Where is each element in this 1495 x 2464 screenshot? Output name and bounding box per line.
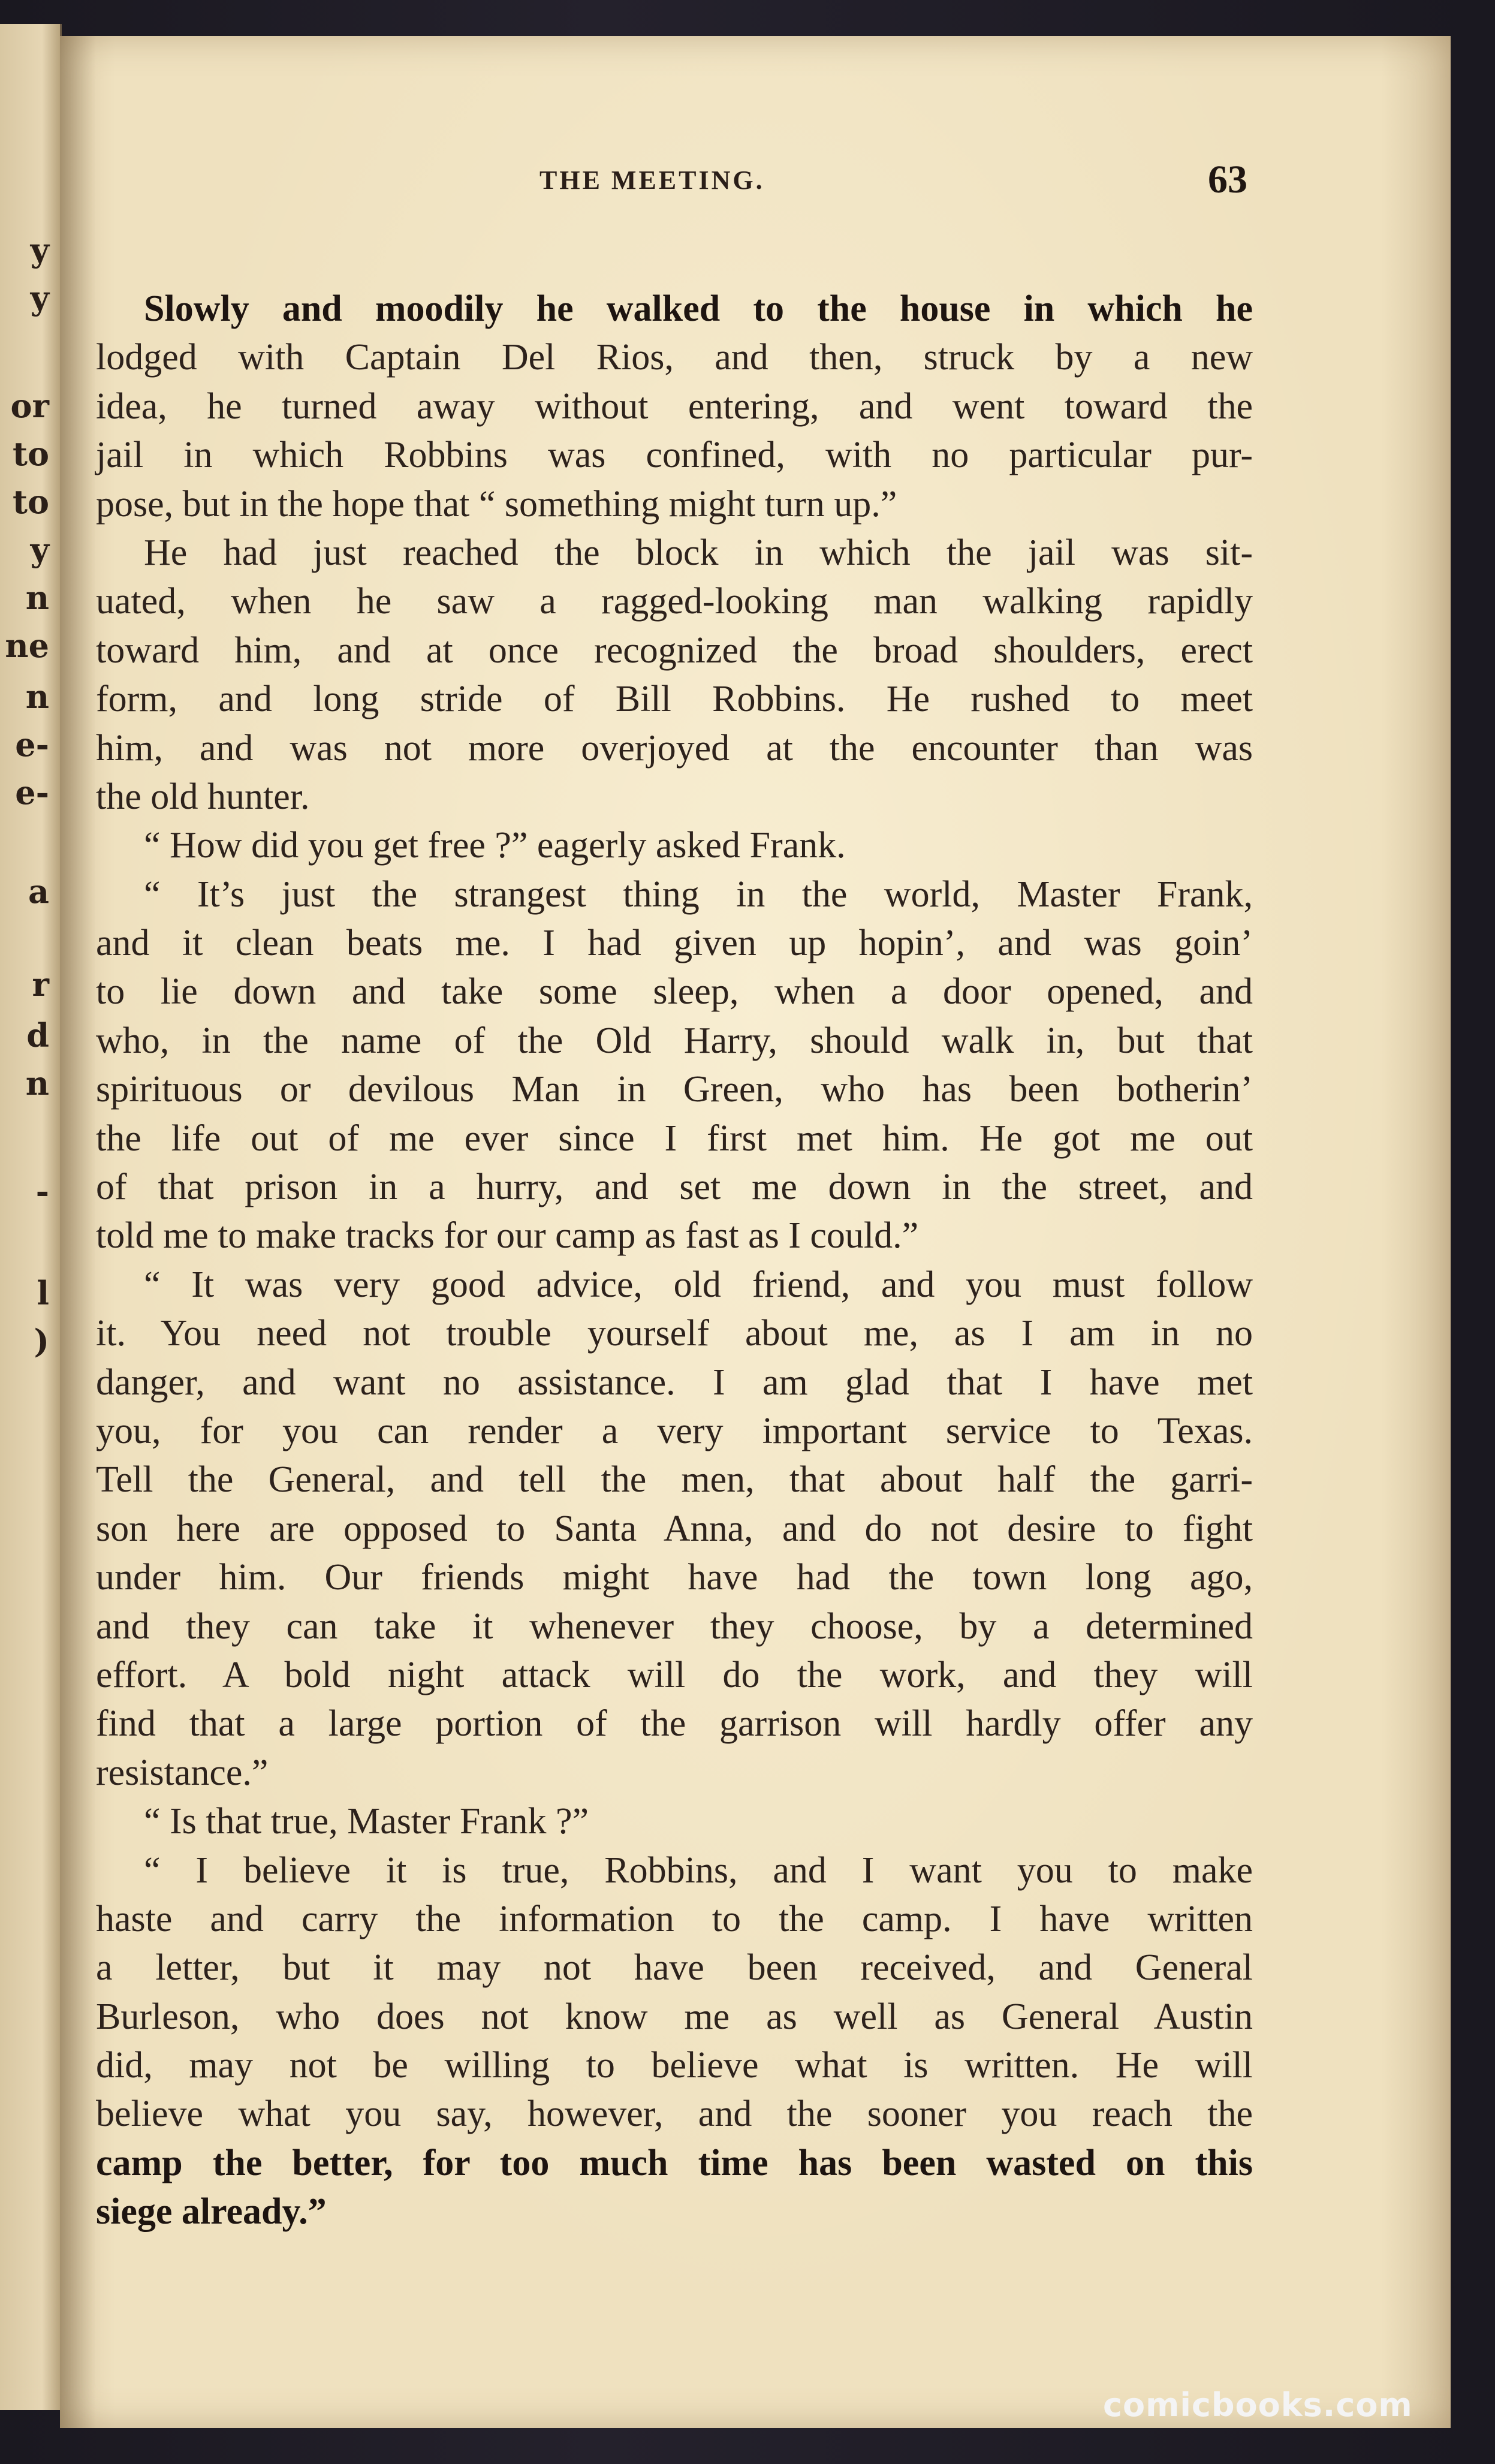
facing-page-fragment: to <box>13 435 49 473</box>
facing-page-fragment: n <box>25 1064 49 1103</box>
facing-page-fragment: l <box>37 1274 49 1312</box>
text-line: camp the better, for too much time has been wasted on this <box>96 2142 1253 2183</box>
gutter-shadow <box>60 36 96 2428</box>
text-line: Tell the General, and tell the men, that about half the garri- <box>96 1459 1253 1501</box>
text-line: a letter, but it may not have been received, and General <box>96 1947 1253 1989</box>
text-line: “ It’s just the strangest thing in the world, Master Frank, <box>144 873 1253 915</box>
text-line: jail in which Robbins was confined, with no particular pur- <box>96 435 1253 476</box>
facing-page-fragment: y <box>30 231 49 269</box>
text-line: Slowly and moodily he walked to the house in which he <box>144 288 1253 329</box>
text-line: who, in the name of the Old Harry, should walk in, but that <box>96 1020 1253 1061</box>
text-line: “ It was very good advice, old friend, and you must follow <box>144 1264 1253 1305</box>
facing-page-fragment: ne <box>5 626 49 665</box>
facing-page-fragment: ) <box>34 1322 49 1360</box>
text-line: did, may not be willing to believe what is written. He will <box>96 2045 1253 2086</box>
facing-page-fragment: e- <box>15 773 49 812</box>
text-line: you, for you can render a very important service to Texas. <box>96 1410 1253 1451</box>
text-line: of that prison in a hurry, and set me down in the street, and <box>96 1167 1253 1208</box>
text-line: told me to make tracks for our camp as fast as I could.” <box>96 1215 919 1257</box>
facing-page-fragment: n <box>25 677 49 716</box>
text-line: form, and long stride of Bill Robbins. He rushed to meet <box>96 679 1253 720</box>
text-line: the old hunter. <box>96 776 310 817</box>
text-line: uated, when he saw a ragged-looking man walking rapidly <box>96 581 1253 622</box>
text-line: idea, he turned away without entering, and went toward the <box>96 385 1253 427</box>
text-line: haste and carry the information to the camp. I have written <box>96 1898 1253 1939</box>
facing-page-fragment: d <box>26 1016 49 1055</box>
page-number: 63 <box>1208 158 1247 201</box>
facing-page-fragment: n <box>25 579 49 617</box>
text-line: pose, but in the hope that “ something might turn up.” <box>96 483 897 525</box>
text-line: lodged with Captain Del Rios, and then, struck by a new <box>96 337 1253 378</box>
text-line: and it clean beats me. I had given up hopin’, and was goin’ <box>96 923 1253 964</box>
text-line: danger, and want no assistance. I am glad that I have met <box>96 1361 1253 1403</box>
text-line: toward him, and at once recognized the broad shoulders, erect <box>96 629 1253 671</box>
facing-page-fragment: - <box>35 1172 49 1210</box>
text-line: “ Is that true, Master Frank ?” <box>144 1801 589 1842</box>
text-line: spirituous or devilous Man in Green, who has been botherin’ <box>96 1069 1253 1110</box>
facing-page-edge <box>0 24 62 2410</box>
text-line: believe what you say, however, and the sooner you reach the <box>96 2094 1253 2135</box>
text-line: Burleson, who does not know me as well as General Austin <box>96 1996 1253 2037</box>
book-page <box>60 36 1451 2428</box>
facing-page-fragment: or <box>10 387 49 425</box>
text-line: resistance.” <box>96 1752 269 1793</box>
facing-page-fragment: a <box>28 872 49 911</box>
text-line: under him. Our friends might have had the town long ago, <box>96 1557 1253 1598</box>
text-line: siege already.” <box>96 2191 327 2233</box>
facing-page-fragment: y <box>30 531 49 569</box>
body-text <box>96 285 1253 2237</box>
facing-page-fragment: r <box>32 965 49 1004</box>
facing-page-fragment: e- <box>15 725 49 764</box>
text-line: and they can take it whenever they choose, by a determined <box>96 1605 1253 1647</box>
text-line: to lie down and take some sleep, when a door opened, and <box>96 971 1253 1013</box>
text-line: He had just reached the block in which the jail was sit- <box>144 532 1253 573</box>
facing-page-fragment: y <box>30 279 49 317</box>
running-head: THE MEETING. <box>539 165 765 195</box>
text-line: effort. A bold night attack will do the work, and they will <box>96 1654 1253 1695</box>
facing-page-fragment: to <box>13 483 49 521</box>
text-line: find that a large portion of the garrison will hardly offer any <box>96 1703 1253 1745</box>
text-line: “ How did you get free ?” eagerly asked Frank. <box>144 825 846 866</box>
site-watermark: comicbooks.com <box>1103 2386 1413 2424</box>
text-line: the life out of me ever since I first met him. He got me out <box>96 1117 1253 1159</box>
text-line: son here are opposed to Santa Anna, and do not desire to fight <box>96 1508 1253 1549</box>
text-line: it. You need not trouble yourself about me, as I am in no <box>96 1313 1253 1354</box>
text-line: “ I believe it is true, Robbins, and I want you to make <box>144 1849 1253 1891</box>
text-line: him, and was not more overjoyed at the encounter than was <box>96 727 1253 769</box>
